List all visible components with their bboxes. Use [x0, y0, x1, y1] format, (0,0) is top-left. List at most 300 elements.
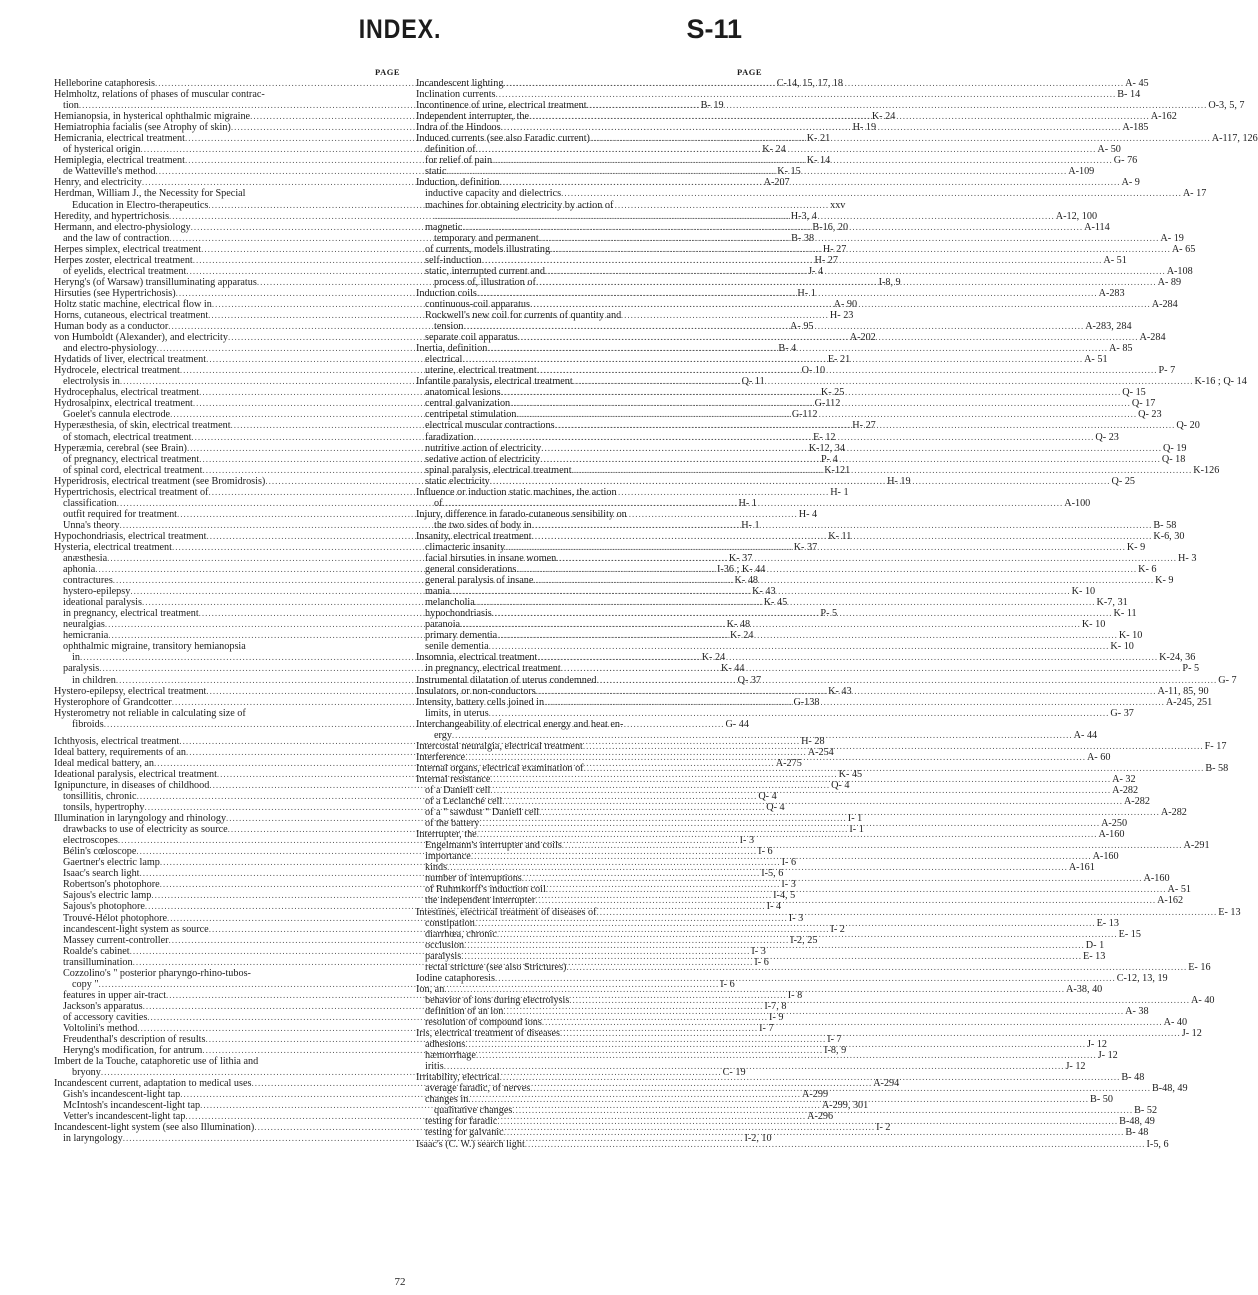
index-term: in laryngology: [63, 1133, 123, 1145]
index-term: static: [425, 166, 447, 178]
leader-dots: [452, 730, 1073, 741]
leader-dots: [560, 1028, 1181, 1039]
page-reference: A-185: [1122, 122, 1149, 134]
index-term: paralysis: [425, 950, 462, 962]
index-term: Incandescent-light system (see also Illumination): [54, 1122, 255, 1134]
page-reference: I-4, 5: [773, 890, 796, 902]
index-term: Insulators, or non-conductors: [416, 685, 536, 697]
page-reference: E- 13: [1082, 950, 1106, 962]
page-reference: A-296: [807, 1111, 834, 1123]
index-term: Insanity, electrical treatment: [416, 530, 532, 542]
leader-dots: [573, 376, 1194, 387]
index-term: Cozzolino's " posterior pharyngo-rhino-tubos-: [63, 967, 251, 979]
index-term: rectal stricture (see also Strictures): [425, 961, 567, 973]
page-reference: Q- 19: [1163, 442, 1187, 454]
index-term: in pregnancy, electrical treatment: [425, 663, 561, 675]
index-term: Hyperæmia, cerebral (see Brain): [54, 442, 187, 454]
leader-dots: [536, 686, 1157, 697]
index-term: electrical: [425, 354, 463, 366]
leader-dots: [447, 862, 1068, 873]
index-term: Education in Electro-therapeutics: [72, 199, 209, 211]
index-term: Incandescent lighting: [416, 78, 504, 89]
page-reference: I- 7: [759, 1022, 774, 1034]
leader-dots: [463, 321, 1084, 332]
index-term: Induced currents (see also Faradic current): [416, 133, 590, 145]
index-term: Henry, and electricity: [54, 177, 142, 189]
index-term: of accessory cavities: [63, 1011, 148, 1023]
index-term: bryony: [72, 1067, 101, 1079]
leader-dots: [590, 133, 1211, 144]
leader-dots: [497, 630, 1118, 641]
index-term: Intensity, battery cells joined in: [416, 696, 545, 708]
index-term: Human body as a conductor: [54, 321, 169, 333]
page-reference: A- 32: [1112, 773, 1136, 785]
page-reference: xxv: [830, 199, 846, 211]
leader-dots: [539, 807, 1160, 818]
page-reference: I- 7: [827, 1034, 842, 1046]
leader-dots: [530, 1083, 1151, 1094]
leader-dots: [562, 840, 1183, 851]
index-term: Helmholtz, relations of phases of muscular contrac-: [54, 89, 265, 101]
index-term: copy ": [72, 978, 99, 990]
page-reference: A-299, 301: [821, 1100, 869, 1112]
page-title: INDEX.: [358, 14, 442, 44]
index-term: Robertson's photophore: [63, 879, 160, 891]
leader-dots: [490, 476, 1111, 487]
index-term: limits, in uterus: [425, 707, 489, 719]
index-term: neuralgias: [63, 619, 105, 631]
index-term: of a Leclanché cell: [425, 796, 503, 808]
index-term: general considerations: [425, 564, 517, 576]
page-reference: Q- 25: [1111, 475, 1136, 487]
page-reference: K- 43: [828, 685, 852, 697]
page-reference: A-114: [1084, 221, 1110, 233]
page-reference: K- 25: [820, 387, 845, 399]
page-reference: C- 19: [722, 1067, 746, 1079]
page-reference: K- 21: [806, 133, 831, 145]
index-term: Hydrocele, electrical treatment: [54, 365, 180, 377]
index-term: Ideational paralysis, electrical treatment: [54, 768, 217, 780]
leader-dots: [476, 144, 1097, 155]
leader-dots: [525, 1139, 1146, 1150]
page-reference: H- 1: [738, 497, 757, 509]
leader-dots: [474, 432, 1095, 443]
index-entry: [416, 575, 1174, 587]
index-term: Sajous's electric lamp: [63, 890, 152, 902]
leader-dots: [492, 608, 1113, 619]
index-term: of pregnancy, electrical treatment: [63, 453, 200, 465]
index-term: testing for faradic: [425, 1116, 498, 1128]
page-reference: F- 17: [1204, 740, 1227, 752]
page-reference: A-283, 284: [1085, 321, 1132, 333]
page-reference: K- 44: [720, 663, 745, 675]
index-term: sedative action of electricity: [425, 453, 541, 465]
index-term: temporary and permanent: [434, 232, 539, 244]
index-term: transillumination: [63, 956, 133, 968]
index-term: Massey current-controller: [63, 934, 169, 946]
index-term: primary dementia: [425, 630, 498, 642]
index-term: Hemicrania, electrical treatment: [54, 133, 185, 145]
page-reference: K- 14: [806, 155, 831, 167]
index-term: average faradic, of nerves: [425, 1083, 531, 1095]
page-reference: H- 1: [830, 486, 849, 498]
page-reference: H- 28: [801, 735, 825, 747]
index-term: Isaac's search light: [63, 868, 140, 880]
page-reference: I- 1: [847, 813, 863, 825]
page-reference: A- 44: [1073, 729, 1098, 741]
page-reference: Q- 23: [1095, 431, 1119, 443]
index-term: Unna's theory: [63, 519, 120, 531]
page-reference: K-12, 34: [808, 442, 845, 454]
page-reference: I- 3: [788, 912, 804, 924]
leader-dots: [501, 122, 1122, 133]
index-term: changes in: [425, 1094, 469, 1106]
index-term: Instrumental dilatation of uterus condemned: [416, 674, 597, 686]
page-reference: A- 51: [1167, 884, 1192, 896]
leader-dots: [475, 597, 1096, 608]
page-reference: G- 44: [725, 718, 749, 730]
index-term: Trouvé-Hélot photophore: [63, 912, 168, 924]
page-reference: H- 1: [797, 287, 816, 299]
index-entry: [54, 210, 817, 222]
index-term: outfit required for treatment: [63, 508, 177, 520]
index-term: Irritability, electrical: [416, 1072, 500, 1084]
index-term: fibroids: [72, 718, 104, 730]
page-reference: H- 4: [798, 508, 818, 520]
index-entry: [416, 188, 1207, 200]
index-term: and the law of contraction: [63, 232, 170, 244]
page-reference: B- 52: [1134, 1105, 1158, 1117]
page-reference: A- 51: [1103, 254, 1127, 266]
index-term: definition of: [425, 144, 476, 156]
index-term: Hemiplegia, electrical treatment: [54, 155, 185, 167]
page-reference: I- 9: [769, 1011, 784, 1023]
index-term: diarrhœa, chronic: [425, 928, 497, 940]
page-reference: A-275: [775, 757, 802, 769]
page-reference: A- 60: [1086, 751, 1111, 763]
index-term: Indra of the Hindoos: [416, 122, 501, 134]
index-term: centripetal stimulation: [425, 409, 517, 421]
page-column-label: PAGE: [737, 67, 762, 77]
page-reference: A-291: [1183, 840, 1210, 852]
index-term: static electricity: [425, 475, 490, 487]
index-term: Ignipuncture, in diseases of childhood: [54, 779, 210, 791]
index-term: for relief of pain: [425, 155, 493, 167]
index-term: Intercostal neuralgia, electrical treatment: [416, 740, 583, 752]
leader-dots: [541, 443, 1162, 454]
page-reference: A-284: [1139, 332, 1166, 344]
index-entry: [416, 674, 1237, 686]
index-term: Gaertner's electric lamp: [63, 857, 160, 869]
page-reference: H- 27: [814, 254, 838, 266]
page-reference: H- 3: [1178, 553, 1197, 565]
index-term: Induction coils: [416, 287, 477, 299]
index-term: ergy: [434, 729, 452, 741]
index-term: Iodine cataphoresis: [416, 972, 495, 984]
page-reference: B- 58: [1153, 519, 1177, 531]
page-reference: O- 10: [801, 365, 826, 377]
index-term: the independent interrupter: [425, 895, 536, 907]
index-entry: [416, 509, 762, 520]
page-reference: K- 24: [701, 652, 726, 664]
page-reference: A- 51: [1084, 354, 1108, 366]
page-reference: G- 76: [1113, 155, 1138, 167]
page-reference: Q- 23: [1138, 409, 1162, 421]
page-reference: K- 48: [734, 575, 759, 587]
index-entry: [416, 663, 1200, 675]
leader-dots: [550, 244, 1171, 255]
index-entry: [416, 519, 1177, 531]
index-term: Herpes simplex, electrical treatment: [54, 243, 202, 255]
page-reference: K- 10: [1118, 630, 1143, 642]
index-term: melancholia: [425, 597, 475, 609]
leader-dots: [529, 111, 1150, 122]
index-term: hystero-epilepsy: [63, 586, 131, 598]
index-term: Gish's incandescent-light tap: [63, 1089, 181, 1101]
page-reference: Q- 20: [1176, 420, 1200, 432]
page-reference: K-16 ; Q- 14: [1194, 376, 1247, 388]
page-reference: A-11, 85, 90: [1157, 685, 1209, 697]
index-term: Independent interrupter, the: [416, 111, 530, 123]
leader-dots: [447, 166, 1068, 177]
page-reference: K- 24: [762, 144, 786, 156]
index-term: of hysterical origin: [63, 144, 141, 156]
page-reference: B- 4: [778, 343, 797, 355]
leader-dots: [477, 288, 1098, 299]
index-term: drawbacks to use of electricity as source: [63, 824, 228, 836]
index-entry: [54, 1056, 400, 1067]
page-reference: A-100: [1064, 497, 1091, 509]
index-term: general paralysis of insane: [425, 575, 534, 587]
index-term: Interrupter, the: [416, 829, 477, 841]
page-reference: K- 43: [752, 586, 776, 598]
index-entry: [416, 972, 1168, 984]
index-term: Intestines, electrical treatment of diseases of: [416, 906, 597, 918]
index-term: hypochondriasis: [425, 608, 492, 620]
index-term: paralysis: [63, 663, 100, 675]
index-entry: [416, 630, 1143, 642]
page-reference: K- 10: [1110, 641, 1134, 653]
index-term: Jackson's apparatus: [63, 1000, 143, 1012]
index-term: Interference: [416, 751, 466, 763]
page-reference: E- 15: [1118, 928, 1141, 940]
index-term: Ideal battery, requirements of an: [54, 746, 186, 758]
page-reference: A-160: [1098, 829, 1125, 841]
index-term: testing for galvanic: [425, 1127, 504, 1139]
index-term: Horns, cutaneous, electrical treatment: [54, 309, 209, 321]
page-reference: A-282: [1160, 807, 1187, 819]
leader-dots: [505, 542, 1126, 553]
index-entry: [416, 310, 762, 321]
index-term: Hydrosalpinx, electrical treatment: [54, 398, 193, 410]
page-reference: J- 12: [1181, 1028, 1202, 1040]
page-reference: I-2, 10: [744, 1133, 772, 1145]
page-reference: B- 14: [1117, 89, 1141, 101]
page-reference: C-12, 13, 19: [1116, 972, 1168, 984]
index-term: Incandescent current, adaptation to medical uses: [54, 1078, 252, 1090]
page-reference: A- 85: [1109, 343, 1133, 355]
page-reference: O-3, 5, 7: [1208, 100, 1245, 112]
index-term: anatomical lesions: [425, 387, 501, 399]
page-reference: H- 23: [829, 309, 854, 321]
leader-dots: [465, 1039, 1086, 1050]
page-reference: J- 12: [1065, 1061, 1086, 1073]
index-term: qualitative changes: [434, 1105, 513, 1117]
index-entry: [416, 652, 1196, 664]
leader-dots: [516, 409, 1137, 420]
index-term: Hystero-epilepsy, electrical treatment: [54, 685, 207, 697]
page-reference: P- 5: [820, 608, 838, 620]
index-term: paranoia: [425, 619, 461, 631]
leader-dots: [561, 188, 1182, 199]
page-reference: Q- 11: [741, 376, 765, 388]
leader-dots: [596, 907, 1217, 918]
page-reference: K- 37: [793, 541, 818, 553]
page-reference: I- 6: [754, 956, 769, 968]
page-reference: E- 13: [1096, 917, 1119, 929]
page-reference: Q- 17: [1131, 398, 1156, 410]
page-reference: A- 9: [1121, 177, 1140, 189]
page-reference: Q- 4: [831, 779, 850, 791]
page-reference: A- 90: [833, 298, 858, 310]
leader-dots: [532, 531, 1153, 542]
index-term: Inclination currents: [416, 89, 496, 101]
index-entry: [54, 354, 851, 366]
index-term: process of, illustration of: [434, 276, 536, 288]
page-reference: K-126: [1193, 464, 1220, 476]
page-reference: H- 19: [852, 122, 877, 134]
index-term: continuous-coil apparatus: [425, 298, 530, 310]
leader-dots: [539, 233, 1160, 244]
page-number: 72: [394, 1276, 406, 1288]
leader-dots: [462, 354, 1083, 365]
page-reference: I- 6: [758, 846, 773, 858]
index-entry: [416, 619, 1106, 631]
page-reference: K- 11: [1113, 608, 1137, 620]
leader-dots: [544, 697, 1165, 708]
index-term: electroscopes: [63, 835, 118, 847]
leader-dots: [537, 652, 1158, 663]
leader-dots: [479, 818, 1100, 829]
index-term: separate coil apparatus: [425, 332, 518, 344]
leader-dots: [540, 454, 1161, 465]
index-term: inductive capacity and dielectrics: [425, 188, 562, 200]
page-reference: A-299: [802, 1089, 829, 1101]
index-term: spinal paralysis, electrical treatment: [425, 464, 572, 476]
page-reference: K- 45: [763, 597, 788, 609]
index-term: in children: [72, 674, 116, 686]
index-term: of stomach, electrical treatment: [63, 431, 192, 443]
index-term: contractures: [63, 575, 113, 587]
index-term: McIntosh's incandescent-light tap: [63, 1100, 201, 1112]
page-reference: A- 40: [1191, 994, 1215, 1006]
page-reference: I- 6: [781, 857, 797, 869]
index-term: classification: [63, 497, 117, 509]
index-term: Herdman, William J., the Necessity for Special: [54, 188, 246, 200]
index-term: adhesions: [425, 1039, 466, 1051]
index-term: and electro-physiology: [63, 343, 157, 355]
page-reference: Q- 18: [1161, 453, 1186, 465]
leader-dots: [490, 774, 1111, 785]
index-term: self-induction: [425, 254, 482, 266]
index-term: in pregnancy, electrical treatment: [63, 608, 199, 620]
index-term: Hysterometry not reliable in calculating size of: [54, 707, 246, 719]
page-reference: I- 3: [751, 945, 766, 957]
leader-dots: [444, 984, 1065, 995]
page-reference: I- 8: [787, 989, 803, 1001]
leader-dots: [489, 708, 1110, 719]
index-term: Vetter's incandescent-light tap: [63, 1111, 186, 1123]
leader-dots: [502, 796, 1123, 807]
index-term: Hydatids of liver, electrical treatment: [54, 354, 207, 366]
page-reference: B- 48: [1125, 1127, 1149, 1139]
page-reference: A-207: [763, 177, 790, 189]
index-term: Hypertrichosis, electrical treatment of: [54, 486, 209, 498]
index-term: Hermann, and electro-physiology: [54, 221, 191, 233]
index-term: Hypochondriasis, electrical treatment: [54, 530, 207, 542]
page-reference: A- 95: [790, 321, 814, 333]
page-reference: A- 89: [1157, 276, 1182, 288]
page-reference: K-7, 31: [1096, 597, 1128, 609]
leader-dots: [500, 1072, 1121, 1083]
index-term: Freudenthal's description of results: [63, 1034, 206, 1046]
leader-dots: [533, 575, 1154, 586]
index-term: senile dementia: [425, 641, 489, 653]
index-entry: [416, 100, 1245, 112]
leader-dots: [503, 78, 1124, 89]
leader-dots: [536, 277, 1157, 288]
index-term: Sajous's photophore: [63, 901, 145, 913]
index-term: of the battery: [425, 818, 480, 830]
page-reference: Q- 4: [758, 791, 777, 802]
index-term: Hemianopsia, in hysterical ophthalmic migraine: [54, 111, 251, 123]
index-term: Iris, electrical treatment of diseases: [416, 1028, 560, 1040]
page-reference: I- 3: [781, 879, 796, 891]
index-term: climacteric insanity: [425, 541, 506, 553]
index-entry: [416, 376, 1247, 388]
page-reference: I-36 ; K- 44: [717, 564, 766, 576]
page-reference: A- 38: [1125, 1005, 1149, 1017]
index-term: magnetic: [425, 221, 463, 233]
index-term: ideational paralysis: [63, 597, 142, 609]
leader-dots: [572, 465, 1193, 476]
page-reference: I- 2: [830, 923, 845, 935]
page-reference: E- 16: [1188, 961, 1211, 973]
index-entry: [416, 564, 1157, 576]
index-entry: [416, 487, 762, 498]
index-entry: [416, 553, 1197, 565]
index-term: Incontinence of urine, electrical treatment: [416, 100, 587, 112]
index-term: Hyperæsthesia, of skin, electrical treatment: [54, 420, 231, 432]
index-term: anæsthesia: [63, 553, 108, 565]
page-reference: B- 58: [1205, 762, 1229, 774]
page-reference: K- 6: [1138, 564, 1157, 576]
index-entry: [416, 707, 1134, 719]
index-term: Goelet's cannula electrode: [63, 409, 171, 421]
leader-dots: [542, 1017, 1163, 1028]
index-term: Heryng's (of Warsaw) transilluminating apparatus: [54, 276, 257, 288]
index-term: importance: [425, 851, 471, 863]
page-reference: G- 37: [1110, 707, 1134, 719]
index-entry: [54, 89, 400, 100]
leader-dots: [516, 564, 1137, 575]
leader-dots: [489, 641, 1110, 652]
page-reference: A-162: [1150, 111, 1177, 123]
index-term: of Ruhmkorff's induction coil: [425, 884, 546, 896]
leader-dots: [444, 1061, 1065, 1072]
page-reference: A-294: [873, 1078, 900, 1090]
page-reference: A-202: [849, 332, 876, 344]
